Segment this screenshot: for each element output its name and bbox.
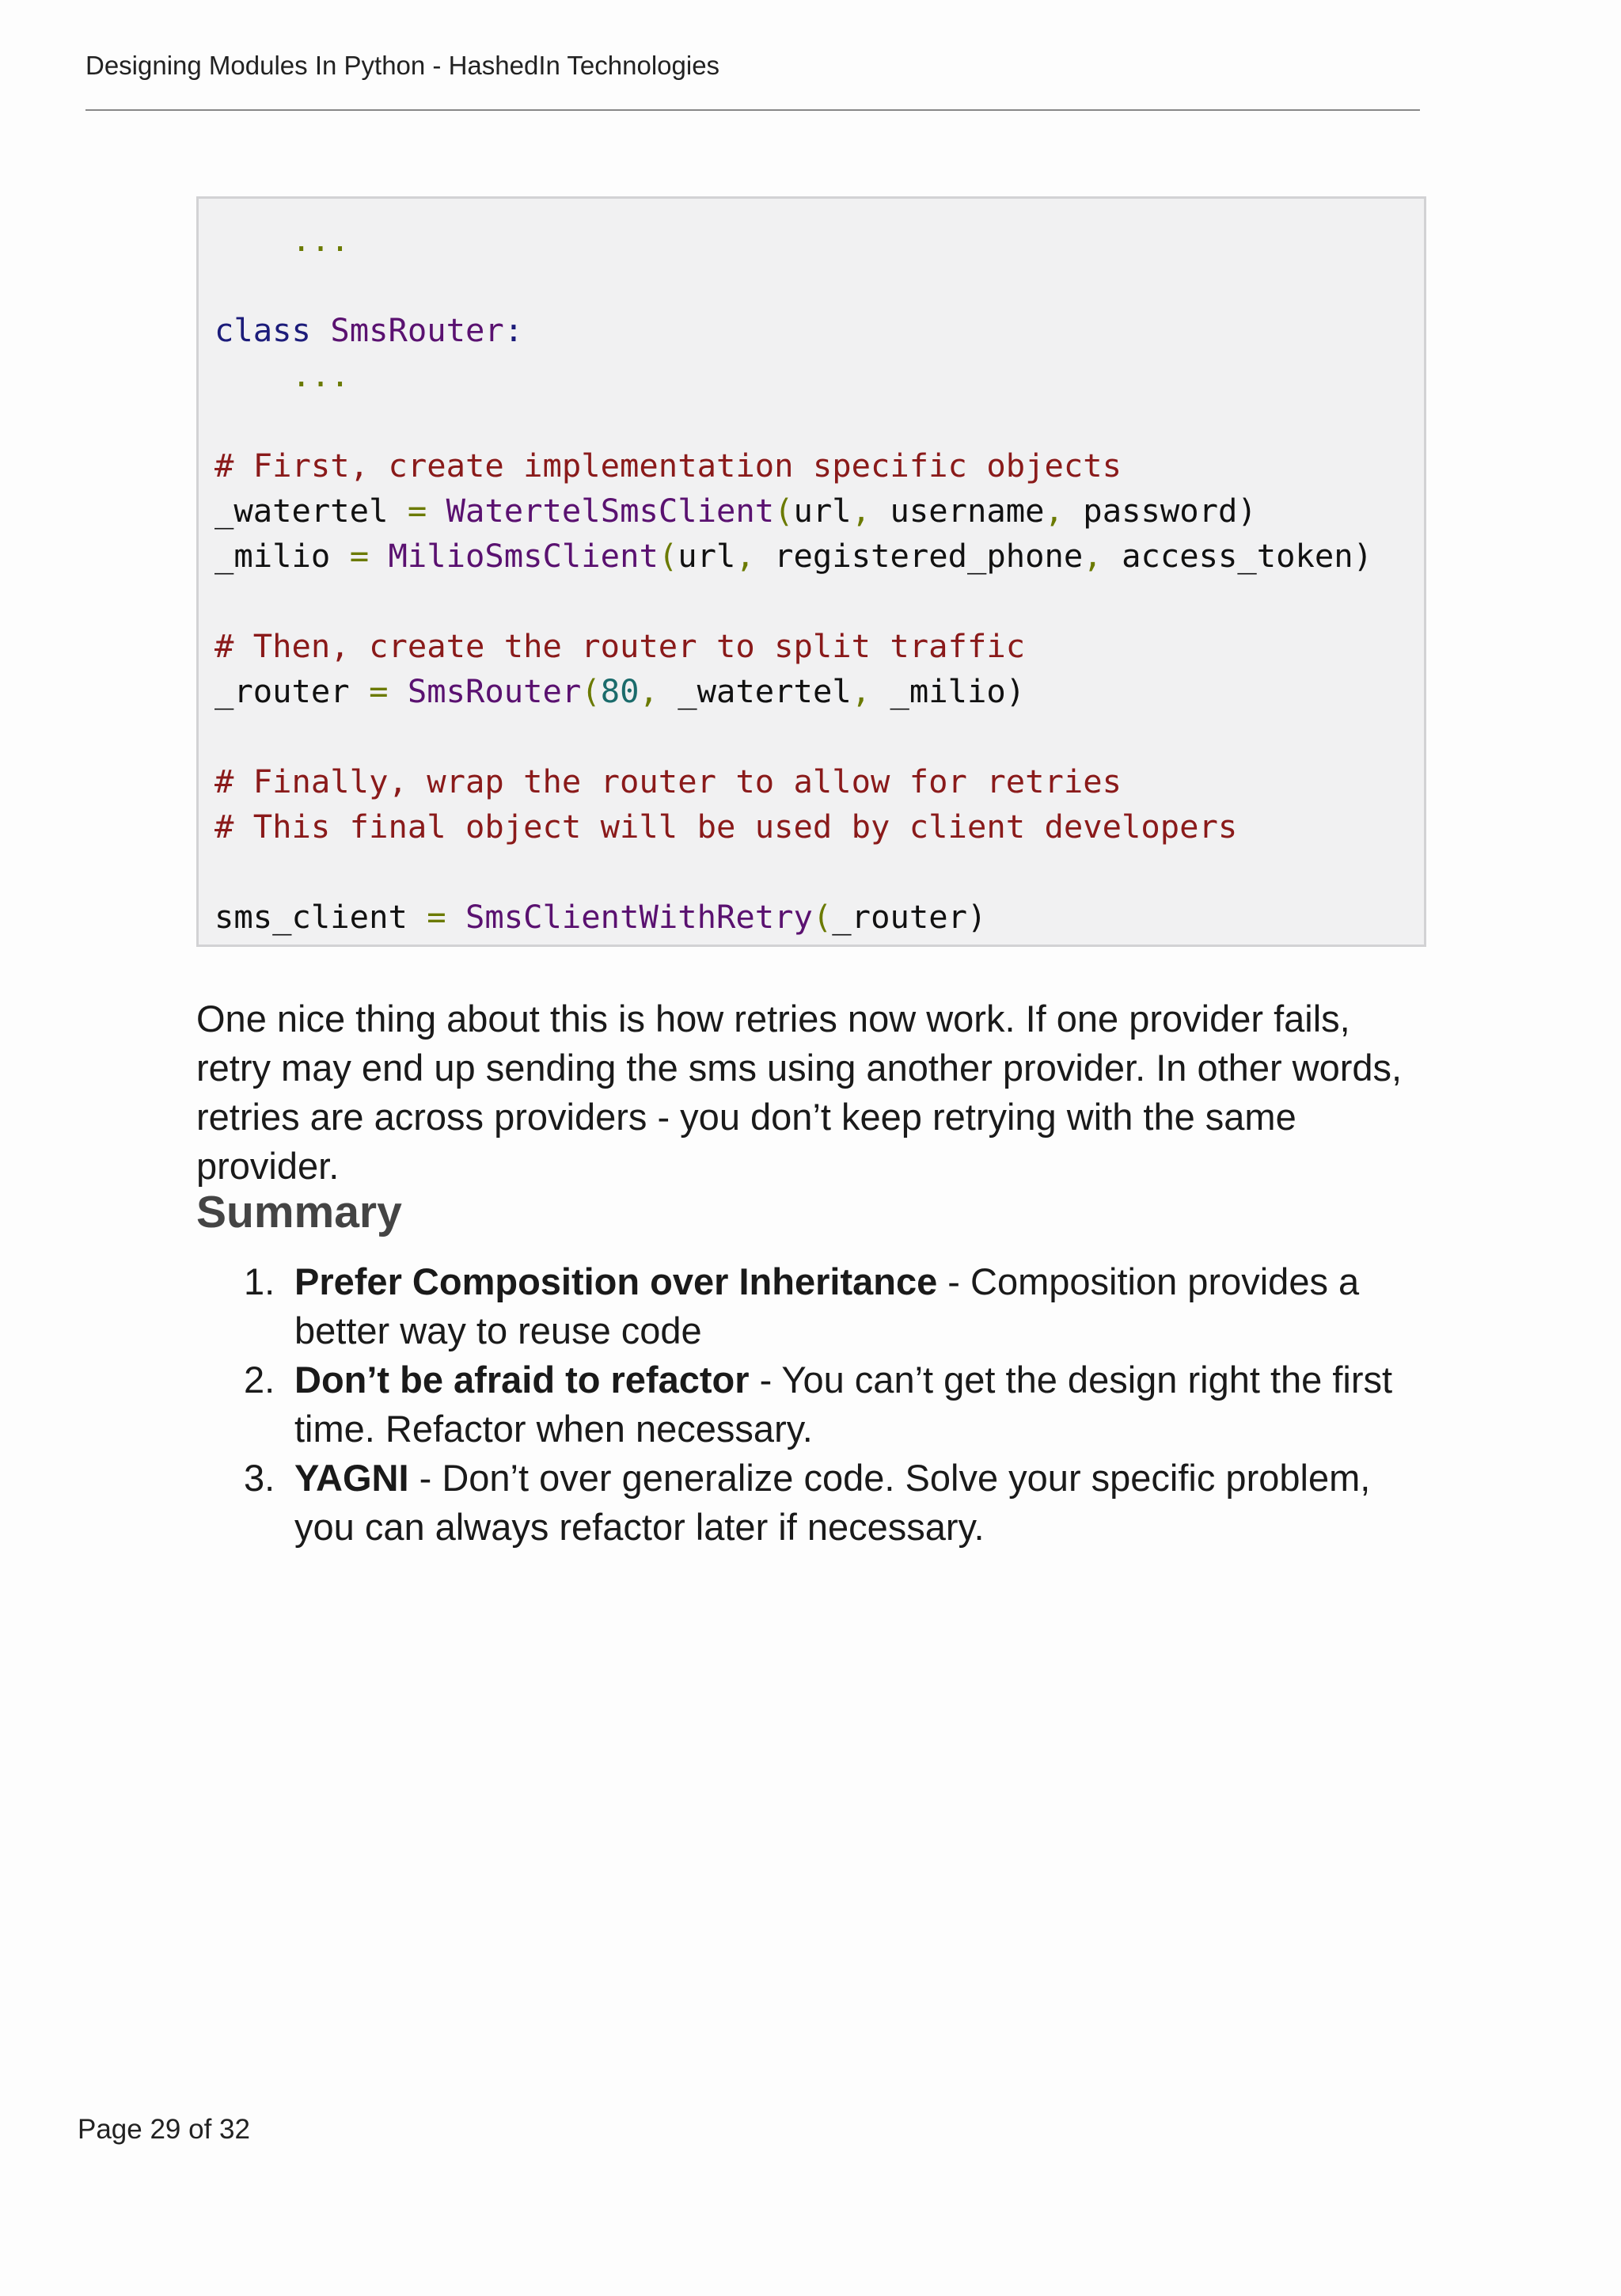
- code-token: [446, 898, 465, 936]
- code-line: [214, 714, 1424, 759]
- summary-item: [196, 1355, 1431, 1454]
- summary-item-title: Prefer Composition over Inheritance: [294, 1260, 938, 1302]
- code-token: username: [871, 492, 1045, 530]
- code-token: access_token): [1102, 537, 1373, 575]
- code-token: _router): [832, 898, 987, 936]
- code-token: ,: [639, 672, 659, 710]
- header-divider: [85, 109, 1420, 111]
- code-token: =: [427, 898, 446, 936]
- code-line: [214, 218, 1424, 263]
- summary-item-text: - You can’t get the design right the first time. Refactor when necessary.: [294, 1359, 1393, 1450]
- code-token: # Then, create the router to split traffic: [214, 627, 1026, 665]
- code-token: class: [214, 311, 331, 349]
- code-line: [214, 353, 1424, 398]
- code-token: url: [678, 537, 736, 575]
- summary-item: [196, 1454, 1431, 1552]
- code-line: [214, 308, 1424, 353]
- code-token: [388, 672, 407, 710]
- code-line: [214, 443, 1424, 488]
- code-token: _router: [214, 672, 370, 710]
- code-token: _milio): [871, 672, 1026, 710]
- summary-item-title: YAGNI: [294, 1457, 409, 1499]
- code-token: url: [793, 492, 852, 530]
- page-number: Page 29 of 32: [78, 2114, 250, 2145]
- code-token: [427, 492, 446, 530]
- code-token: ...: [291, 356, 350, 394]
- code-token: [214, 356, 292, 394]
- code-block: [196, 196, 1426, 947]
- code-token: :: [503, 311, 524, 349]
- summary-list: [196, 1257, 1431, 1552]
- code-token: =: [369, 672, 389, 710]
- code-token: (: [812, 898, 833, 936]
- code-line: [214, 534, 1424, 579]
- body-paragraph: One nice thing about this is how retries now work. If one provider fails, retry may end up sending the sms using another provider. In other words, retries are across providers - you don’t keep retrying with the same provider.: [196, 998, 1403, 1187]
- code-line: [214, 669, 1424, 714]
- code-token: ,: [851, 492, 871, 530]
- code-token: # First, create implementation specific objects: [214, 447, 1122, 485]
- summary-item-title: Don’t be afraid to refactor: [294, 1359, 750, 1401]
- code-token: ,: [1044, 492, 1064, 530]
- list-marker: 2.: [244, 1359, 275, 1401]
- code-token: SmsRouter: [407, 672, 582, 710]
- code-line: [214, 759, 1424, 804]
- code-token: _milio: [214, 537, 350, 575]
- code-token: ,: [735, 537, 755, 575]
- code-token: (: [774, 492, 794, 530]
- code-token: =: [407, 492, 427, 530]
- summary-item-text: - Don’t over generalize code. Solve your specific problem, you can always refactor later if necessary.: [294, 1457, 1371, 1548]
- code-token: registered_phone: [754, 537, 1084, 575]
- code-line: [214, 263, 1424, 308]
- code-line: [214, 895, 1424, 940]
- summary-item: [196, 1257, 1431, 1355]
- code-token: # This final object will be used by client developers: [214, 808, 1238, 846]
- code-token: # Finally, wrap the router to allow for retries: [214, 762, 1122, 800]
- code-token: ...: [291, 221, 350, 259]
- code-token: sms_client: [214, 898, 427, 936]
- code-token: (: [581, 672, 601, 710]
- list-marker: 3.: [244, 1457, 275, 1499]
- section-heading-summary: Summary: [196, 1187, 402, 1237]
- code-line: [214, 579, 1424, 624]
- code-token: ,: [1083, 537, 1103, 575]
- code-token: ,: [851, 672, 871, 710]
- code-token: (: [658, 537, 678, 575]
- code-token: =: [349, 537, 370, 575]
- code-token: WatertelSmsClient: [446, 492, 775, 530]
- code-token: SmsRouter: [330, 311, 504, 349]
- code-line: [214, 488, 1424, 534]
- code-token: 80: [600, 672, 640, 710]
- summary-item-text: - Composition provides a better way to reuse code: [294, 1260, 1360, 1351]
- code-token: [369, 537, 388, 575]
- code-token: [214, 221, 292, 259]
- code-line: [214, 398, 1424, 443]
- code-token: SmsClientWithRetry: [465, 898, 813, 936]
- code-token: _watertel: [214, 492, 408, 530]
- code-line: [214, 624, 1424, 669]
- code-token: MilioSmsClient: [388, 537, 659, 575]
- code-line: [214, 804, 1424, 850]
- code-token: _watertel: [658, 672, 852, 710]
- code-line: [214, 850, 1424, 895]
- code-token: password): [1063, 492, 1257, 530]
- list-marker: 1.: [244, 1260, 275, 1302]
- document-header-title: Designing Modules In Python - HashedIn Technologies: [85, 51, 720, 80]
